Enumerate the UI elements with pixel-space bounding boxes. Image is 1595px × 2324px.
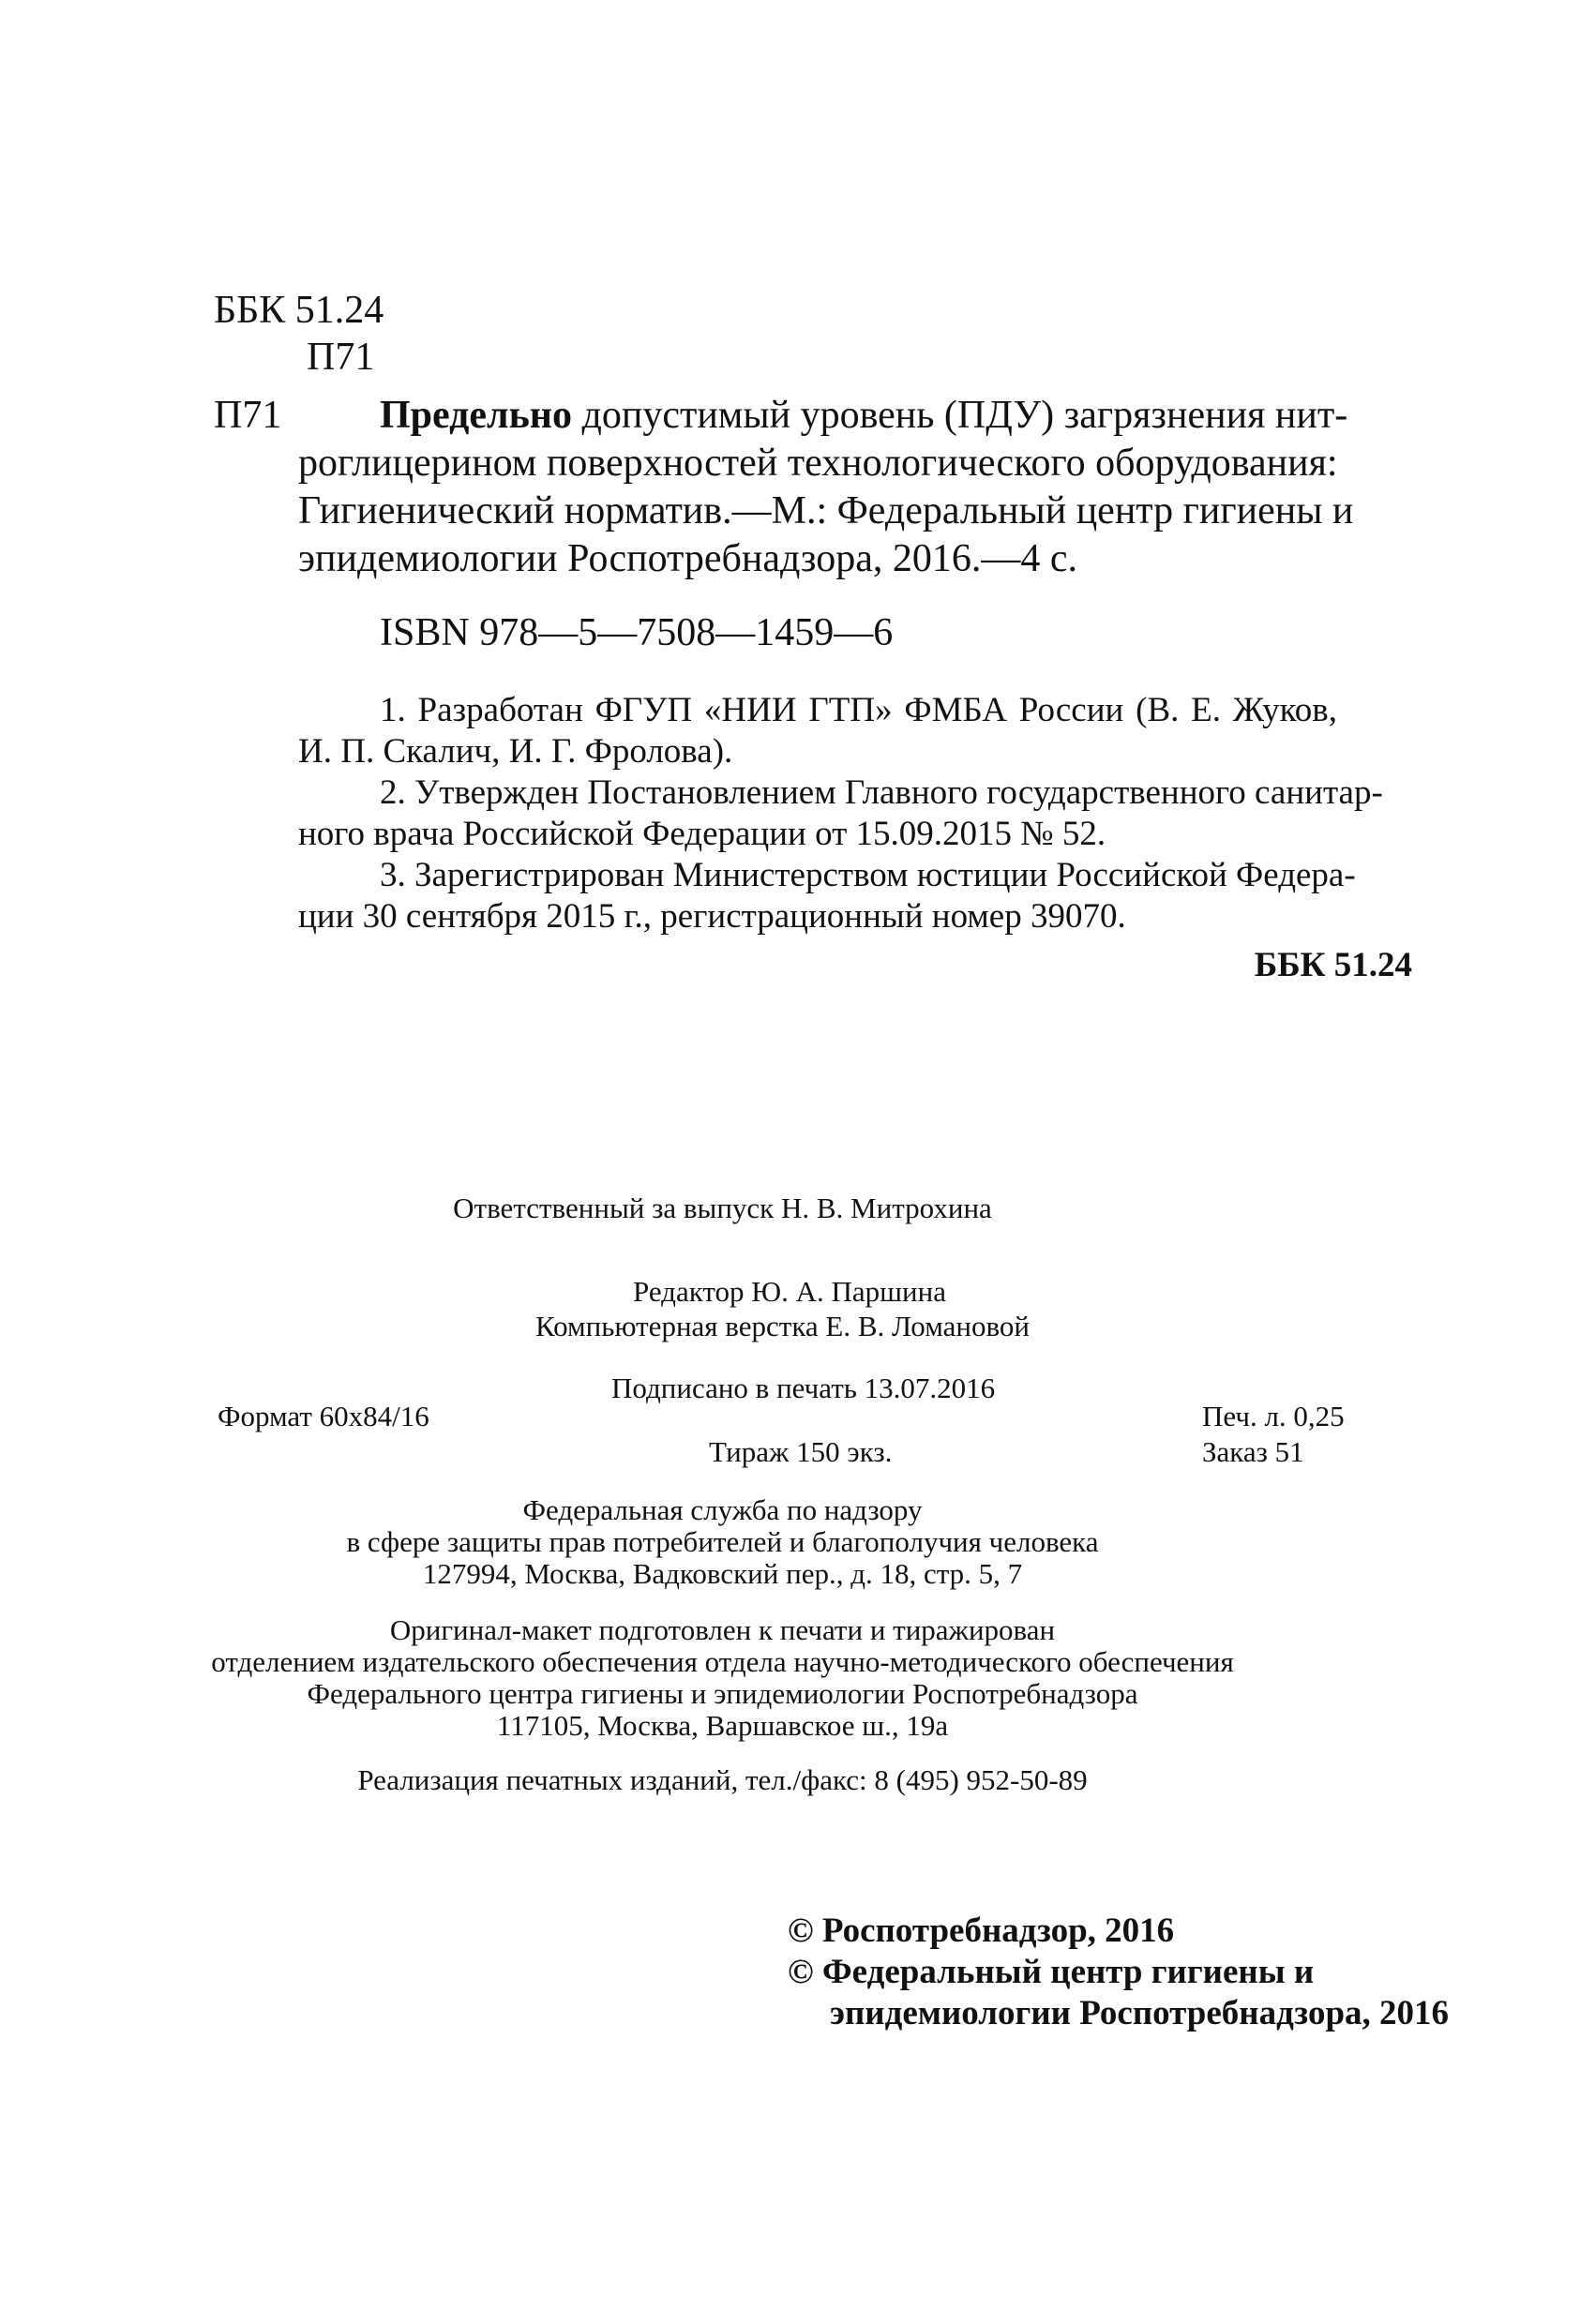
sales-contact: Реализация печатных изданий, тел./факс: 8 (495) 952-50-89 (357, 1763, 1088, 1796)
note-1-line-2: И. П. Скалич, И. Г. Фролова). (298, 732, 733, 771)
title-rest: допустимый уровень (ПДУ) загрязнения нит- (571, 394, 1348, 437)
publisher-line-2: в сфере защиты прав потребителей и благополучия человека (346, 1525, 1099, 1558)
note-1-line-1: 1. Разработан ФГУП «НИИ ГТП» ФМБА России (В. Е. Жуков, (380, 691, 1337, 729)
bbk-code: ББК 51.24 (214, 289, 384, 332)
responsible-editor: Ответственный за выпуск Н. В. Митрохина (453, 1192, 992, 1224)
publisher-line-1: Федеральная служба по надзору (522, 1493, 923, 1526)
printer-line-3: Федерального центра гигиены и эпидемиологии Роспотребнадзора (307, 1677, 1138, 1710)
copyright-line-3: эпидемиологии Роспотребнадзора, 2016 (830, 1994, 1450, 2032)
signed-date: Подписано в печать 13.07.2016 (611, 1372, 996, 1404)
note-3-line-2: ции 30 сентября 2015 г., регистрационный номер 39070. (298, 897, 1126, 936)
note-3-line-1: 3. Зарегистрирован Министерством юстиции Российской Федера- (380, 856, 1356, 894)
author-mark: П71 (307, 336, 375, 379)
title-bold: Предельно (380, 394, 572, 437)
note-2-line-2: ного врача Российской Федерации от 15.09.2015 № 52. (298, 815, 1106, 853)
print-run: Тираж 150 экз. (709, 1435, 893, 1468)
printer-line-2: отделением издательского обеспечения отдела научно-методического обеспечения (211, 1645, 1234, 1678)
print-sheets: Печ. л. 0,25 (1202, 1400, 1345, 1432)
biblio-line-4: эпидемиологии Роспотребнадзора, 2016.—4 с. (298, 537, 1078, 580)
isbn: ISBN 978—5—7508—1459—6 (380, 611, 894, 654)
note-2-line-1: 2. Утвержден Постановлением Главного государственного санитар- (380, 773, 1383, 812)
printer-line-1: Оригинал-макет подготовлен к печати и тиражирован (389, 1613, 1056, 1646)
layout-designer: Компьютерная верстка Е. В. Ломановой (535, 1310, 1030, 1342)
order-number: Заказ 51 (1202, 1435, 1304, 1468)
left-mark: П71 (214, 394, 282, 437)
editor: Редактор Ю. А. Паршина (633, 1275, 946, 1308)
publisher-line-3: 127994, Москва, Вадковский пер., д. 18, стр. 5, 7 (422, 1557, 1023, 1590)
biblio-line-1 (380, 392, 1348, 439)
format: Формат 60x84/16 (218, 1400, 429, 1432)
biblio-line-2: роглицерином поверхностей технологического оборудования: (298, 442, 1338, 485)
copyright-line-1: © Роспотребнадзор, 2016 (788, 1912, 1175, 1950)
biblio-line-3: Гигиенический норматив.—М.: Федеральный центр гигиены и (298, 489, 1354, 532)
copyright-line-2: © Федеральный центр гигиены и (788, 1953, 1315, 1991)
printer-line-4: 117105, Москва, Варшавское ш., 19а (496, 1709, 949, 1742)
bbk-right: ББК 51.24 (1254, 946, 1412, 984)
